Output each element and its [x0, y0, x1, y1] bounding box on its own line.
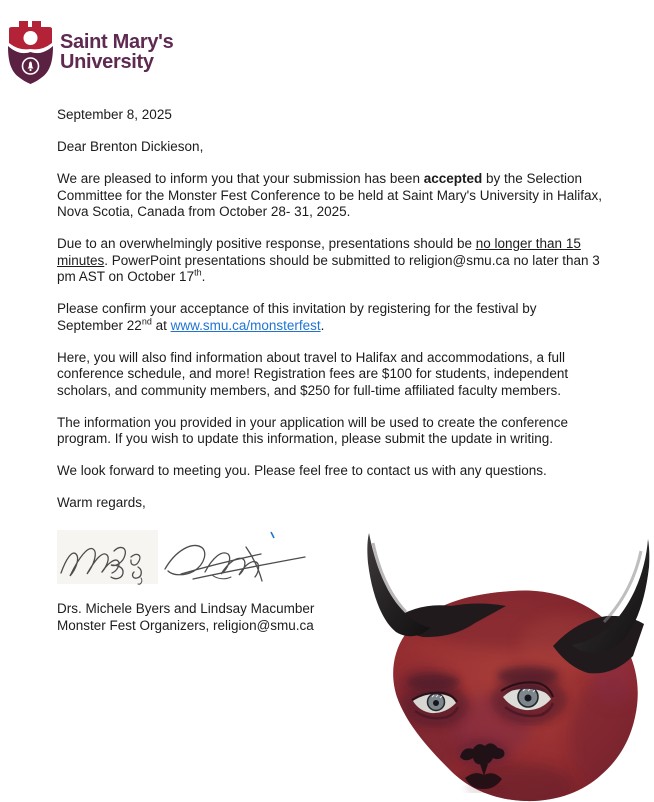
length-underlined: no longer than 15 minutes — [57, 236, 581, 268]
salutation: Dear Brenton Dickieson, — [57, 139, 204, 154]
ordinal-th: th — [194, 267, 202, 278]
signatures — [57, 527, 317, 597]
confirm-text-3: . — [320, 317, 325, 333]
wordmark-line2: University — [60, 51, 154, 73]
university-crest-icon — [6, 21, 55, 85]
organizer-role: Monster Fest Organizers, religion@smu.ca — [57, 617, 314, 633]
paragraph-closing: We look forward to meeting you. Please feel free to contact us with any questions. — [57, 463, 547, 478]
confirm-text-2: at — [151, 317, 171, 333]
accepted-bold: accepted — [423, 171, 483, 186]
paragraph-acceptance — [57, 171, 605, 221]
acceptance-text-1: We are pleased to inform you that your submission has been — [57, 171, 424, 186]
length-text-1: Due to an overwhelmingly positive response, presentations should be — [57, 236, 476, 251]
paragraph-program: The information you provided in your application will be used to create the conference program. If you wish to update this information, please submit the update in writing. — [57, 414, 569, 446]
paragraph-fees: Here, you will also find information about travel to Halifax and accommodations, a full conference schedule, and more! Registration fees are $100 for students, independent scholars, and community members, and $250 for full-time affiliated faculty members. — [57, 349, 569, 398]
blue-ink-mark — [271, 532, 274, 538]
signature-block — [57, 601, 605, 634]
monsterfest-link[interactable]: www.smu.ca/monsterfest — [170, 317, 321, 333]
ordinal-nd: nd — [141, 316, 152, 326]
acceptance-text-2: by the Selection Committee for the Monster Fest Conference to be held at Saint Mary's University in Halifax, Nova Scotia, Canada from October 28- 31, 2025. — [57, 171, 603, 219]
confirm-text-1: Please confirm your acceptance of this invitation by registering for the festival by September 22 — [57, 301, 537, 333]
letter-body — [57, 107, 605, 650]
university-wordmark — [60, 32, 173, 72]
wordmark-line1: Saint Mary's — [60, 31, 174, 53]
length-text-3: . — [201, 269, 206, 284]
letterhead — [6, 21, 173, 85]
letter-date: September 8, 2025 — [57, 107, 172, 122]
valediction: Warm regards, — [57, 495, 146, 510]
paragraph-registration — [57, 301, 605, 334]
organizer-names: Drs. Michele Byers and Lindsay Macumber — [57, 601, 315, 616]
handwritten-signatures — [57, 527, 317, 597]
paragraph-presentation-length — [57, 236, 605, 286]
length-text-2: . PowerPoint presentations should be submitted to religion@smu.ca no later than 3 pm AST on October 17 — [57, 252, 600, 284]
